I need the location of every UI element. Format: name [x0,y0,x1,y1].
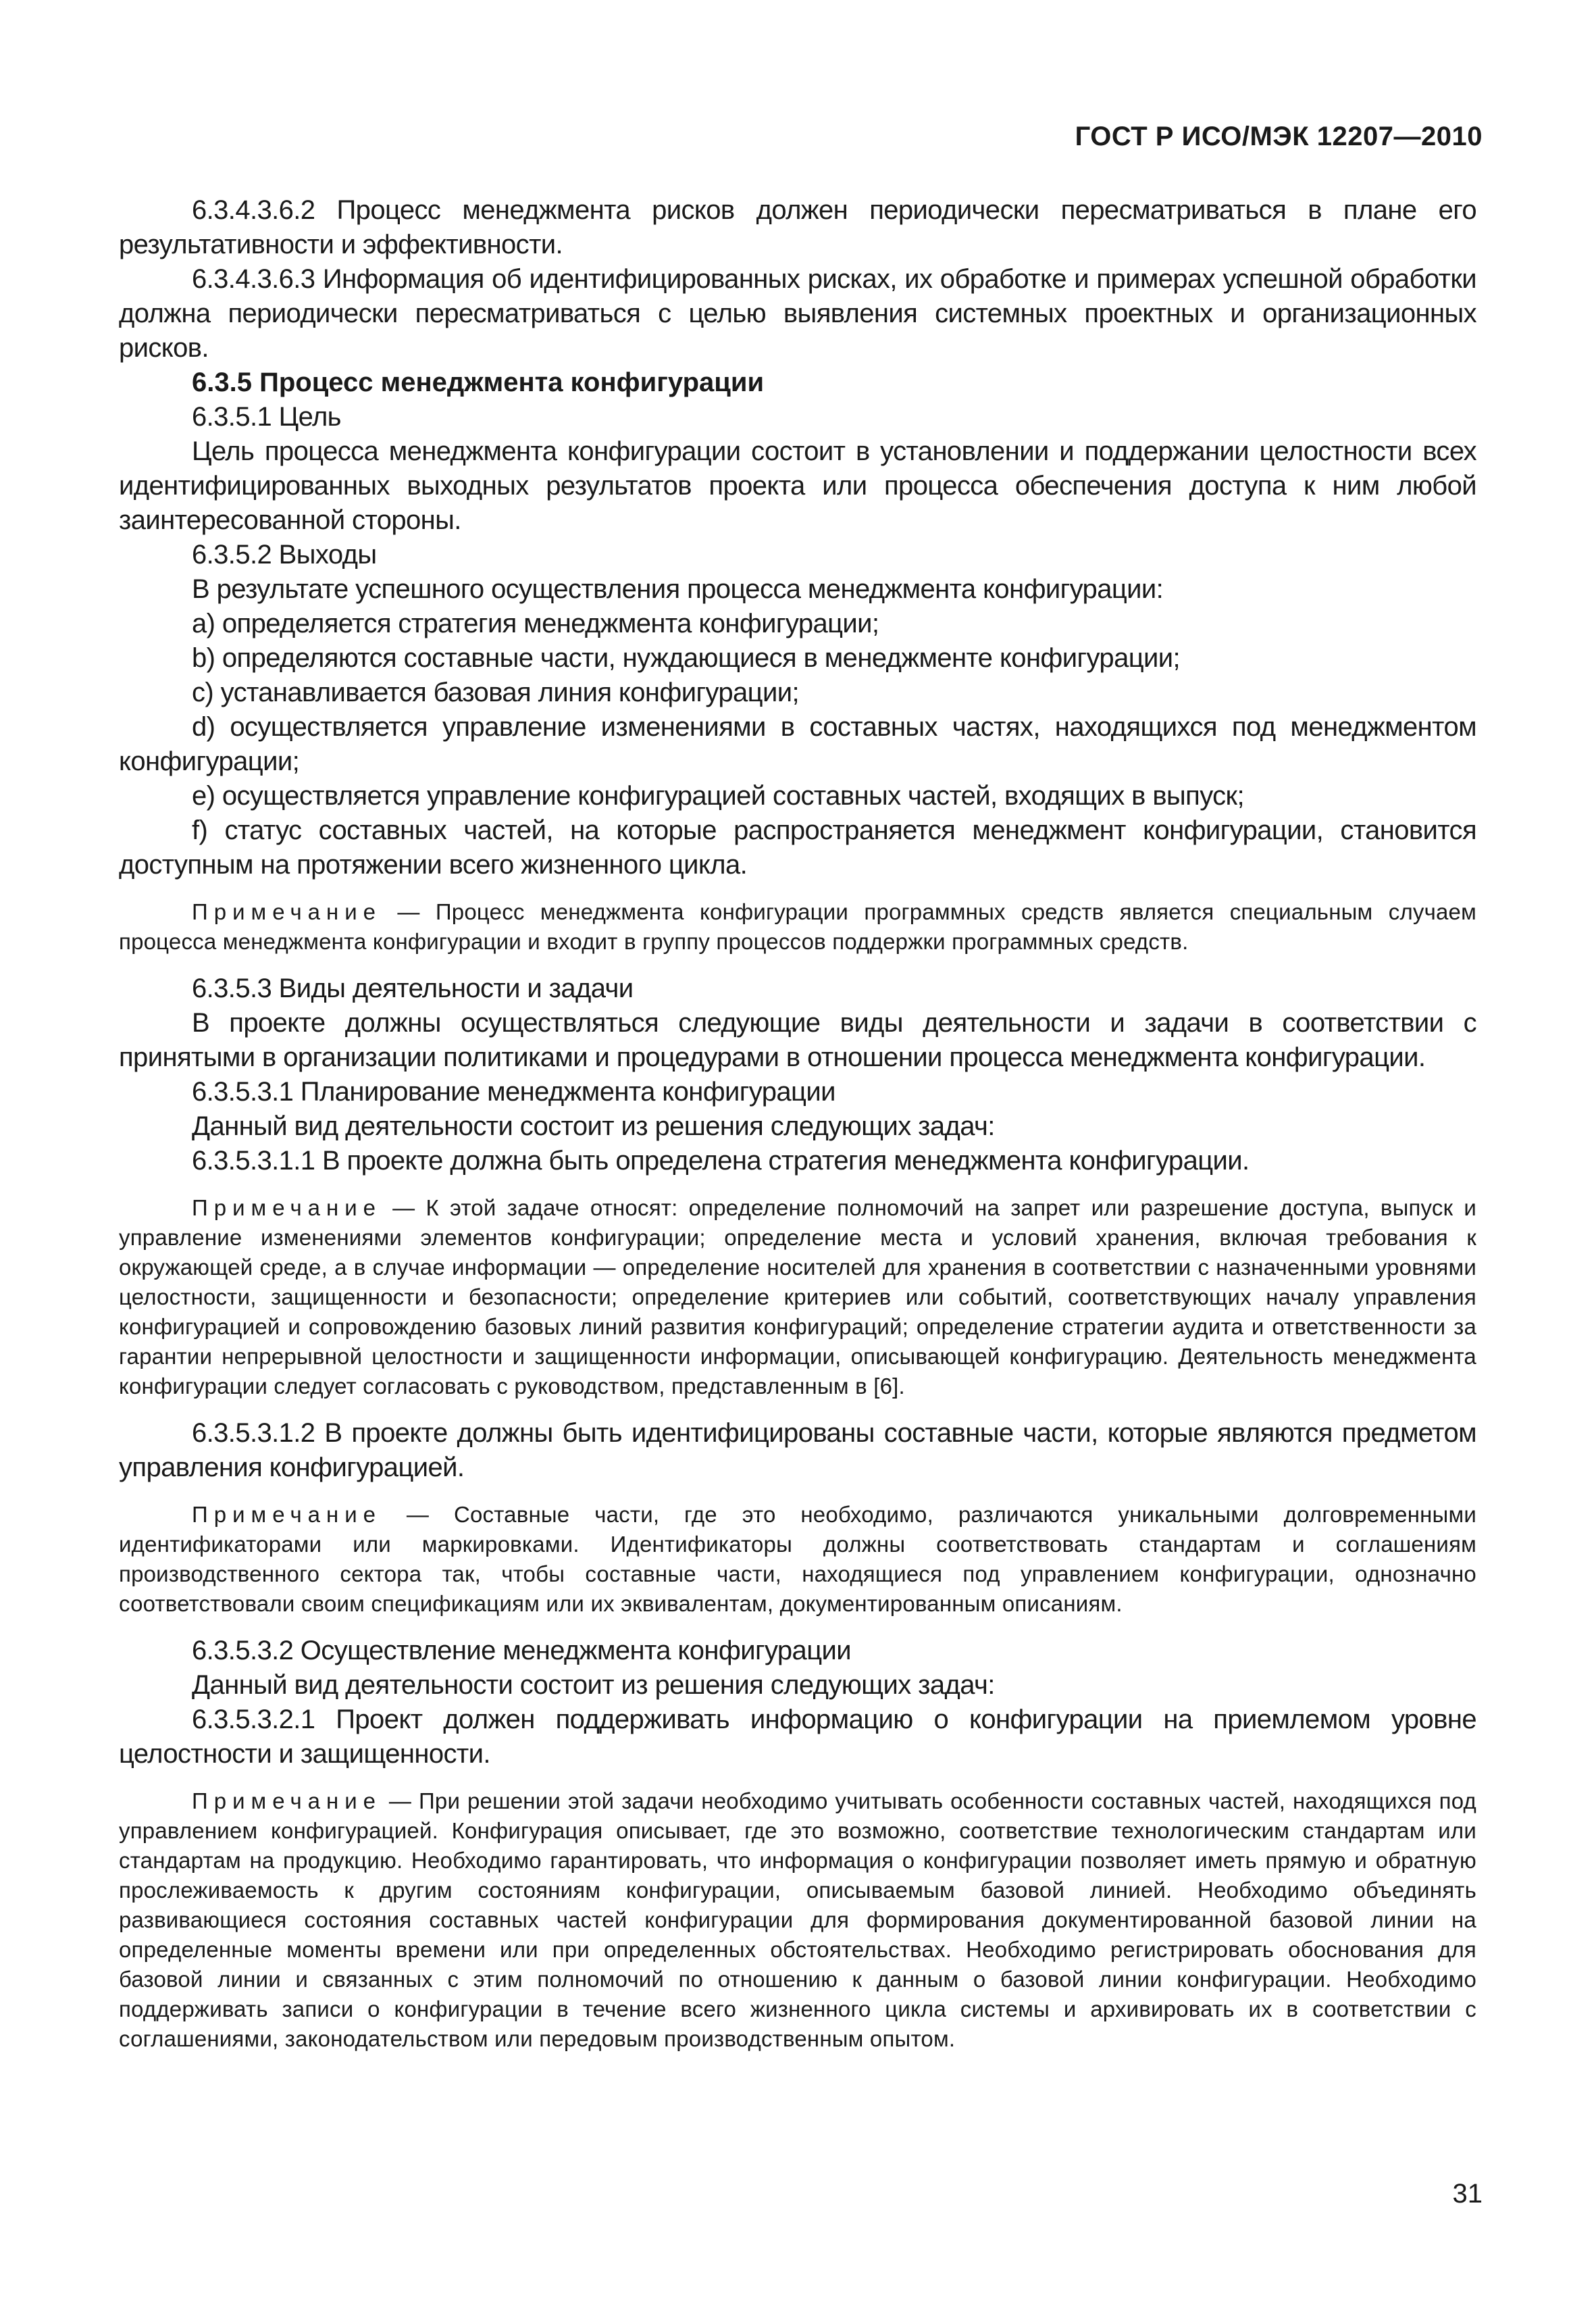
list-item: f) статус составных частей, на которые распространяется менеджмент конфигурации, становится доступным на протяжении всего жизненного цикла. [119,815,1476,880]
paragraph: 6.3.5.3.1.1 В проекте должна быть определена стратегия менеджмента конфигурации. [192,1146,1250,1176]
note [119,1500,1476,1619]
subsection-title: 6.3.5.2 Выходы [192,540,377,570]
note-label: Примечание [192,1502,382,1527]
list-item: b) определяются составные части, нуждающиеся в менеджменте конфигурации; [192,643,1181,673]
note-text: — К этой задаче относят: определение полномочий на запрет или разрешение доступа, выпуск и управление изменениями элементов конфигурации; определение места и условий хранения, включая требования к окружающей среде, а в случае информации — определение носителей для хранения в соответствии с назначенными уровнями целостности, защищенности и безопасности; определение критериев или событий, соответствующих началу управления конфигурацией и сопровождению базовых линий развития конфигураций; определение стратегии аудита и ответственности за гарантии непрерывной целостности и защищенности информации, описывающей конфигурацию. Деятельность менеджмента конфигурации следует согласовать с руководством, представленным в [6]. [119,1195,1476,1399]
note-label: Примечание [192,1788,382,1813]
paragraph: Цель процесса менеджмента конфигурации состоит в установлении и поддержании целостности всех идентифицированных выходных результатов проекта или процесса обеспечения доступа к ним любой заинтересованной стороны. [119,436,1476,535]
paragraph: Данный вид деятельности состоит из решения следующих задач: [192,1670,995,1700]
note-label: Примечание [192,1195,382,1220]
note-text: — Составные части, где это необходимо, различаются уникальными долговременными идентификаторами или маркировками. Идентификаторы должны соответствовать стандартам и соглашениям производственного сектора так, чтобы составные части, находящиеся под управлением конфигурации, однозначно соответствовали своим спецификациям или их эквивалентам, документированным описаниям. [119,1502,1476,1616]
note [119,897,1476,957]
paragraph: 6.3.4.3.6.3 Информация об идентифицированных рисках, их обработке и примерах успешной обработки должна периодически пересматриваться с целью выявления системных проектных и организационных рисков. [119,264,1476,363]
note [119,1193,1476,1401]
list-item: a) определяется стратегия менеджмента конфигурации; [192,609,879,638]
subsection-title: 6.3.5.3.2 Осуществление менеджмента конфигурации [192,1636,851,1665]
page-number: 31 [1452,2179,1483,2209]
subsection-title: 6.3.5.1 Цель [192,402,341,432]
paragraph: В проекте должны осуществляться следующие виды деятельности и задачи в соответствии с принятыми в организации политиками и процедурами в отношении процесса менеджмента конфигурации. [119,1008,1476,1072]
list-item: c) устанавливается базовая линия конфигурации; [192,678,799,707]
document-body [119,193,1476,2069]
list-item: e) осуществляется управление конфигурацией составных частей, входящих в выпуск; [192,781,1244,811]
subsection-title: 6.3.5.3.1 Планирование менеджмента конфигурации [192,1077,835,1107]
subsection-title: 6.3.5.3 Виды деятельности и задачи [192,974,634,1003]
paragraph: 6.3.5.3.1.2 В проекте должны быть идентифицированы составные части, которые являются предметом управления конфигурацией. [119,1418,1476,1482]
note [119,1786,1476,2054]
paragraph: 6.3.4.3.6.2 Процесс менеджмента рисков должен периодически пересматриваться в плане его результативности и эффективности. [119,195,1476,259]
note-text: — Процесс менеджмента конфигурации программных средств является специальным случаем процесса менеджмента конфигурации и входит в группу процессов поддержки программных средств. [119,899,1476,954]
section-heading: 6.3.5 Процесс менеджмента конфигурации [192,368,765,397]
standard-header: ГОСТ Р ИСО/МЭК 12207—2010 [1075,122,1483,151]
paragraph: 6.3.5.3.2.1 Проект должен поддерживать информацию о конфигурации на приемлемом уровне целостности и защищенности. [119,1705,1476,1769]
list-item: d) осуществляется управление изменениями в составных частях, находящихся под менеджментом конфигурации; [119,712,1476,776]
note-text: — При решении этой задачи необходимо учитывать особенности составных частей, находящихся под управлением конфигурацией. Конфигурация описывает, где это возможно, соответствие технологическим стандартам или стандартам на продукцию. Необходимо гарантировать, что информация о конфигурации позволяет иметь прямую и обратную прослеживаемость к другим состояниям конфигурации, описываемым базовой линией. Необходимо объединять развивающиеся состояния составных частей конфигурации для формирования документированной базовой линии на определенные моменты времени или при определенных обстоятельствах. Необходимо регистрировать обоснования для базовой линии и связанных с этим полномочий по отношению к данным о базовой линии конфигурации. Необходимо поддерживать записи о конфигурации в течение всего жизненного цикла системы и архивировать их в соответствии с соглашениями, законодательством или передовым производственным опытом. [119,1788,1476,2051]
paragraph: В результате успешного осуществления процесса менеджмента конфигурации: [192,574,1164,604]
note-label: Примечание [192,899,382,924]
paragraph: Данный вид деятельности состоит из решения следующих задач: [192,1111,995,1141]
